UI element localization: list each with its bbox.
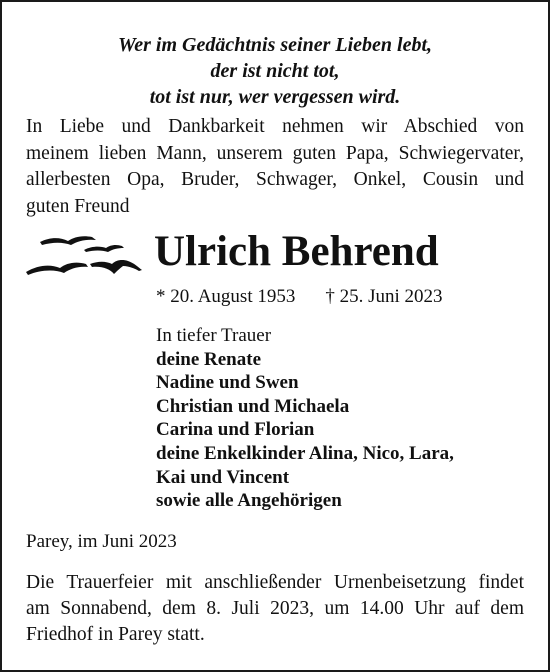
service-line-3: Friedhof in Parey statt.: [26, 624, 205, 645]
quote-line-3: tot ist nur, wer vergessen wird.: [149, 86, 401, 108]
mourner-name: Nadine und Swen: [156, 372, 299, 394]
intro-line-4: guten Freund: [26, 195, 130, 217]
mourner-name: Kai und Vincent: [156, 466, 290, 488]
intro-line-2: meinem lieben Mann, unserem guten Papa, Schwiegervater,: [26, 142, 524, 164]
mourning-heading: In tiefer Trauer: [156, 325, 272, 346]
quote-line-2: der ist nicht tot,: [210, 60, 340, 82]
intro-line-3: allerbesten Opa, Bruder, Schwager, Onkel, Cousin und: [26, 169, 524, 190]
mourners-list: [156, 324, 454, 513]
service-line-2: am Sonnabend, dem 8. Juli 2023, um 14.00 Uhr auf dem: [26, 598, 524, 619]
intro-line-1: In Liebe und Dankbarkeit nehmen wir Abschied von: [26, 116, 524, 137]
flying-birds-icon: [26, 234, 142, 278]
memorial-quote: [2, 32, 548, 110]
life-dates: [156, 285, 443, 309]
quote-line-1: Wer im Gedächtnis seiner Lieben lebt,: [117, 34, 433, 56]
funeral-service-info: [26, 570, 524, 648]
mourner-name: sowie alle Angehörigen: [156, 490, 342, 512]
service-line-1: Die Trauerfeier mit anschließender Urnenbeisetzung findet: [26, 572, 524, 593]
mourner-name: deine Enkelkinder Alina, Nico, Lara,: [156, 442, 454, 464]
farewell-intro: [26, 114, 524, 220]
deceased-name: Ulrich Behrend: [154, 228, 439, 275]
mourner-name: Carina und Florian: [156, 419, 315, 441]
death-date: † 25. Juni 2023: [325, 286, 443, 307]
birth-date: * 20. August 1953: [156, 286, 296, 307]
mourner-name: Christian und Michaela: [156, 395, 350, 417]
place-and-date: Parey, im Juni 2023: [26, 531, 177, 552]
mourner-name: deine Renate: [156, 348, 262, 370]
